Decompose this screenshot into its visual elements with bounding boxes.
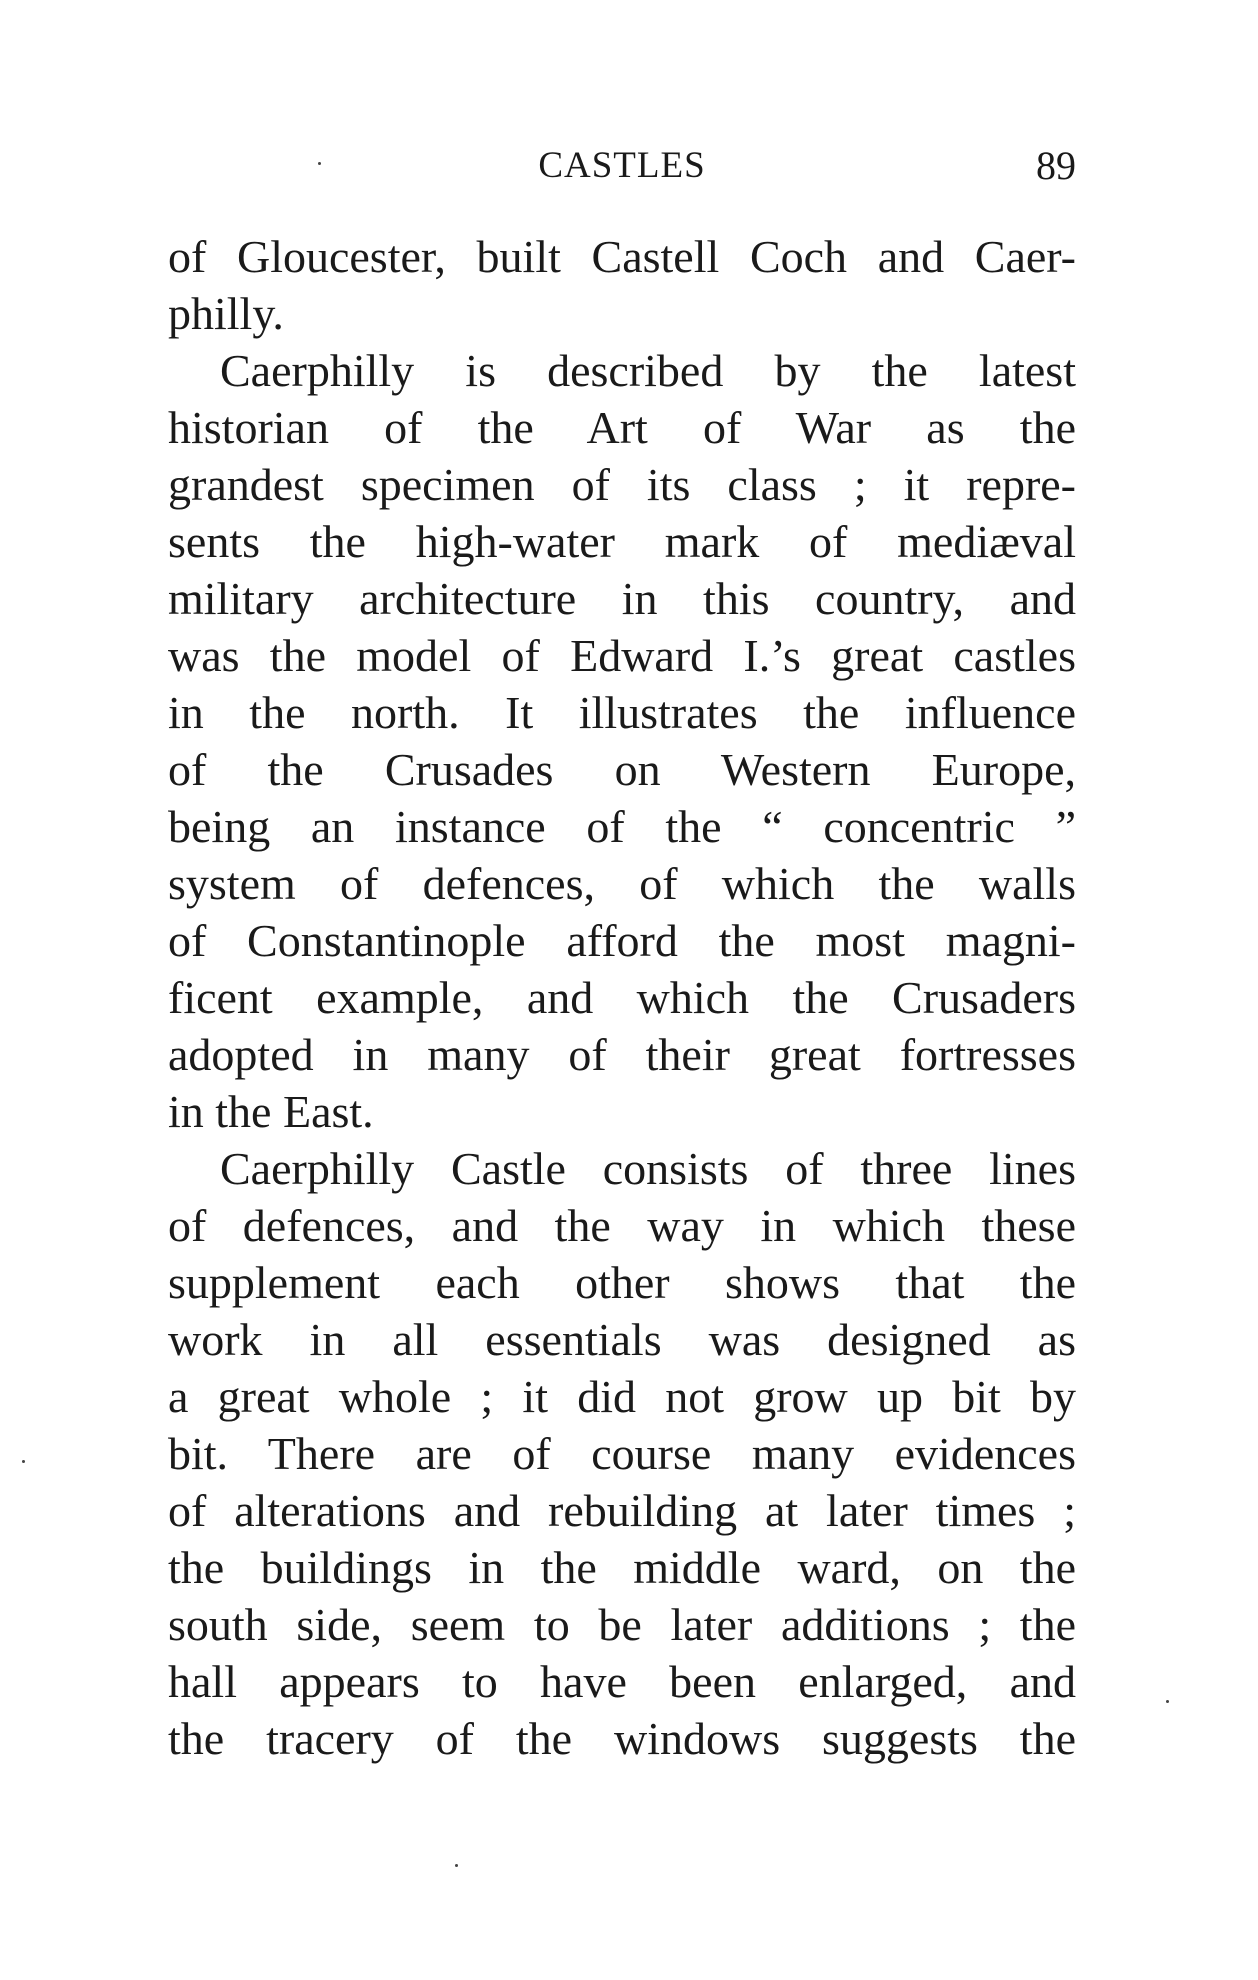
body-text bbox=[168, 228, 1076, 1767]
text-line: work in all essentials was designed as bbox=[168, 1314, 1076, 1365]
text-line: Caerphilly is described by the latest bbox=[220, 345, 1076, 396]
text-line: the buildings in the middle ward, on the bbox=[168, 1542, 1076, 1593]
text-line: south side, seem to be later additions ; the bbox=[168, 1599, 1076, 1650]
text-line: military architecture in this country, and bbox=[168, 573, 1076, 624]
text-line: hall appears to have been enlarged, and bbox=[168, 1656, 1076, 1707]
print-speck bbox=[1166, 1700, 1169, 1703]
print-speck bbox=[22, 1460, 25, 1463]
text-line: grandest specimen of its class ; it repre- bbox=[168, 459, 1076, 510]
text-line: of Gloucester, built Castell Coch and Caer- bbox=[168, 231, 1076, 282]
text-line: of alterations and rebuilding at later times ; bbox=[168, 1485, 1076, 1536]
text-line: bit. There are of course many evidences bbox=[168, 1428, 1076, 1479]
print-speck bbox=[455, 1864, 458, 1867]
text-line: being an instance of the “ concentric ” bbox=[168, 801, 1076, 852]
page-number: 89 bbox=[1036, 143, 1076, 188]
text-line: in the north. It illustrates the influence bbox=[168, 687, 1076, 738]
text-line: supplement each other shows that the bbox=[168, 1257, 1076, 1308]
text-line: historian of the Art of War as the bbox=[168, 402, 1076, 453]
text-line: of defences, and the way in which these bbox=[168, 1200, 1076, 1251]
text-line: of Constantinople afford the most magni- bbox=[168, 915, 1076, 966]
page-header bbox=[168, 138, 1076, 194]
text-line: a great whole ; it did not grow up bit by bbox=[168, 1371, 1076, 1422]
text-line: of the Crusades on Western Europe, bbox=[168, 744, 1076, 795]
running-head: CASTLES bbox=[538, 145, 706, 186]
text-line: in the East. bbox=[168, 1086, 374, 1137]
text-line: ficent example, and which the Crusaders bbox=[168, 972, 1076, 1023]
text-line: system of defences, of which the walls bbox=[168, 858, 1076, 909]
text-line: Caerphilly Castle consists of three lines bbox=[220, 1143, 1076, 1194]
text-line: philly. bbox=[168, 288, 284, 339]
text-line: sents the high-water mark of mediæval bbox=[168, 516, 1076, 567]
text-line: adopted in many of their great fortresses bbox=[168, 1029, 1076, 1080]
text-line: was the model of Edward I.’s great castles bbox=[168, 630, 1076, 681]
text-line: the tracery of the windows suggests the bbox=[168, 1713, 1076, 1764]
print-speck bbox=[318, 162, 321, 165]
